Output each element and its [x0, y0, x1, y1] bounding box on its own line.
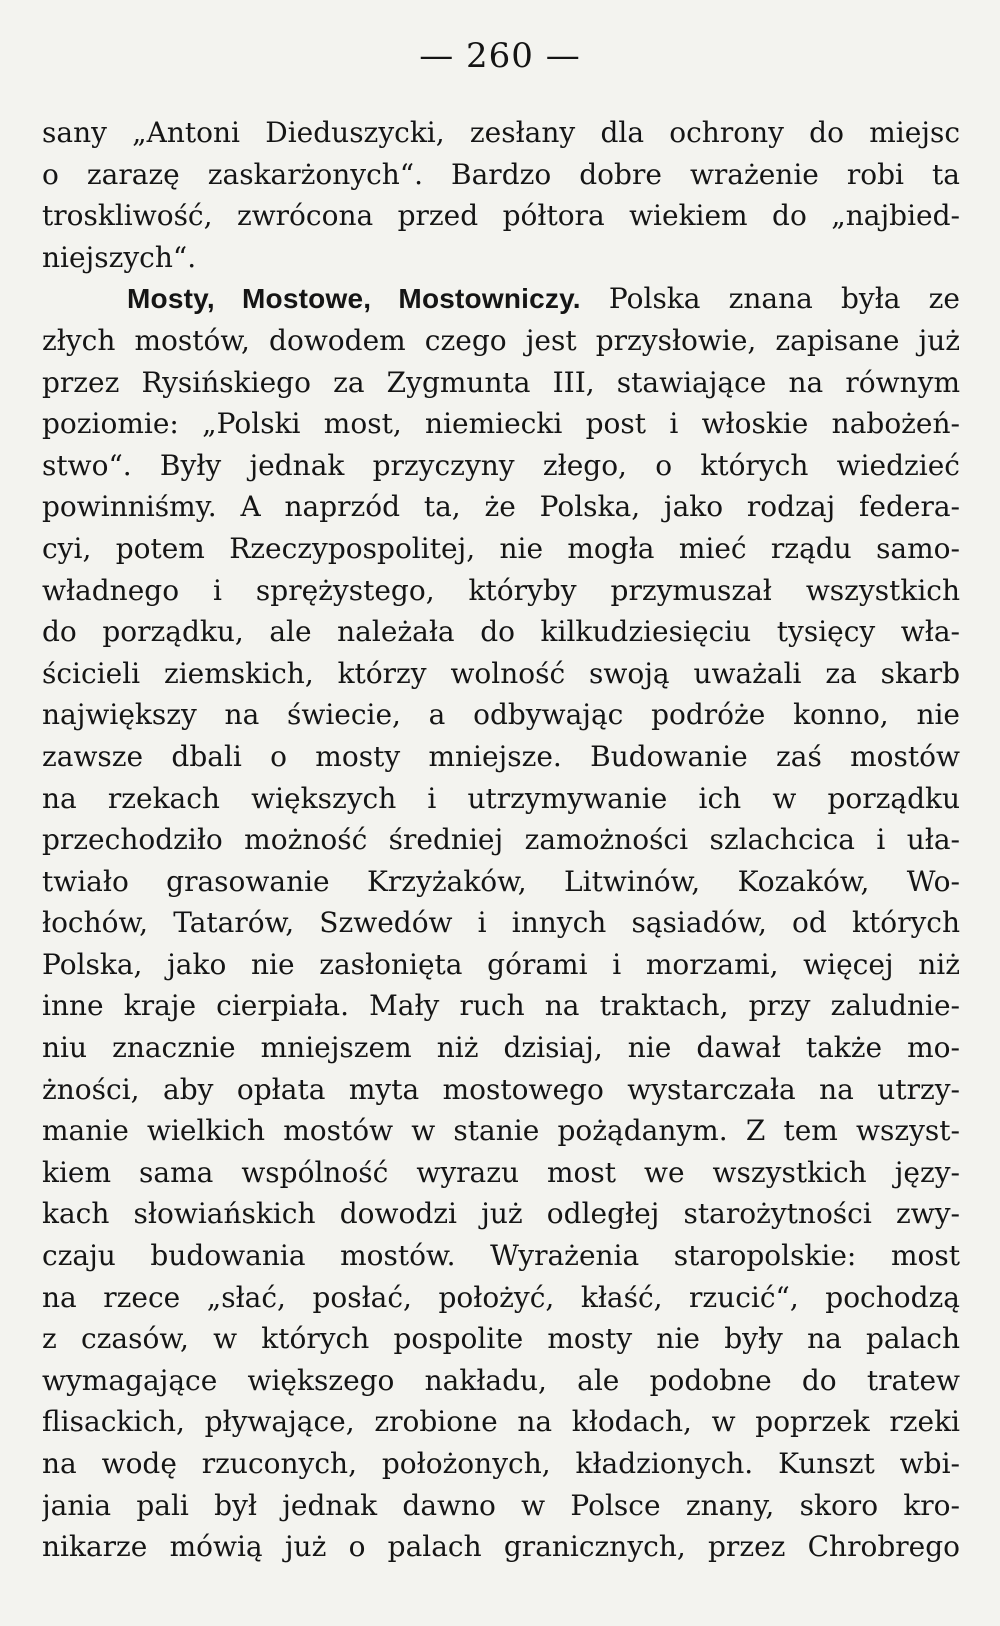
text-line: na wodę rzuconych, położonych, kładzionych. Kunszt wbi-	[42, 1447, 960, 1480]
page-number: — 260 —	[419, 36, 581, 76]
text-line: powinniśmy. A naprzód ta, że Polska, jako rodzaj federa-	[42, 490, 960, 524]
text-line: kach słowiańskich dowodzi już odległej starożytności zwy-	[42, 1197, 960, 1231]
text-line: manie wielkich mostów w stanie pożądanym. Z tem wszyst-	[42, 1114, 960, 1148]
text-line: na rzece „słać, posłać, położyć, kłaść, rzucić“, pochodzą	[42, 1280, 960, 1314]
text-line: cyi, potem Rzeczypospolitej, nie mogła mieć rządu samo-	[42, 531, 960, 565]
entry-heading-continuation: Polska znana była ze	[608, 282, 960, 316]
text-line: o zarazę zaskarżonych“. Bardzo dobre wrażenie robi ta	[42, 157, 960, 191]
text-line: czaju budowania mostów. Wyrażenia staropolskie: most	[42, 1239, 960, 1273]
text-line: flisackich, pływające, zrobione na kłodach, w poprzek rzeki	[42, 1405, 960, 1439]
text-line: troskliwość, zwrócona przed półtora wiekiem do „najbied-	[42, 199, 960, 233]
text-line: sany „Antoni Dieduszycki, zesłany dla ochrony do miejsc	[42, 116, 960, 149]
text-line: przez Rysińskiego za Zygmunta III, stawiające na równym	[42, 365, 960, 399]
text-line: kiem sama wspólność wyrazu most we wszystkich języ-	[42, 1155, 960, 1189]
text-line: niejszych“.	[42, 240, 197, 274]
text-line: twiało grasowanie Krzyżaków, Litwinów, Kozaków, Wo-	[42, 864, 960, 898]
text-line: jania pali był jednak dawno w Polsce znany, skoro kro-	[42, 1488, 960, 1522]
text-line: ścicieli ziemskich, którzy wolność swoją uważali za skarb	[42, 656, 960, 690]
text-line: przechodziło możność średniej zamożności szlachcica i uła-	[42, 823, 960, 857]
text-line: największy na świecie, a odbywając podróże konno, nie	[42, 698, 960, 732]
text-line: władnego i sprężystego, któryby przymuszał wszystkich	[42, 573, 960, 607]
text-line: złych mostów, dowodem czego jest przysłowie, zapisane już	[42, 323, 960, 357]
text-line: inne kraje cierpiała. Mały ruch na traktach, przy zaludnie-	[42, 989, 960, 1023]
text-line: nikarze mówią już o palach granicznych, przez Chrobrego	[42, 1530, 960, 1564]
text-line: zawsze dbali o mosty mniejsze. Budowanie zaś mostów	[42, 739, 960, 773]
body-text	[42, 112, 960, 1568]
text-line: niu znacznie mniejszem niż dzisiaj, nie dawał także mo-	[42, 1031, 960, 1065]
text-line: łochów, Tatarów, Szwedów i innych sąsiadów, od których	[42, 906, 960, 940]
text-line: na rzekach większych i utrzymywanie ich w porządku	[42, 781, 960, 815]
text-line: żności, aby opłata myta mostowego wystarczała na utrzy-	[42, 1072, 960, 1106]
text-line: z czasów, w których pospolite mosty nie były na palach	[42, 1322, 960, 1356]
text-line: stwo“. Były jednak przyczyny złego, o których wiedzieć	[42, 448, 960, 482]
text-line: do porządku, ale należała do kilkudziesięciu tysięcy wła-	[42, 615, 960, 649]
text-line: poziomie: „Polski most, niemiecki post i włoskie nabożeń-	[42, 407, 960, 441]
entry-heading-line	[42, 278, 960, 320]
entry-heading: Mosty, Mostowe, Mostowniczy.	[127, 283, 581, 315]
text-line: Polska, jako nie zasłonięta górami i morzami, więcej niż	[42, 947, 960, 981]
text-line: wymagające większego nakładu, ale podobne do tratew	[42, 1363, 960, 1397]
